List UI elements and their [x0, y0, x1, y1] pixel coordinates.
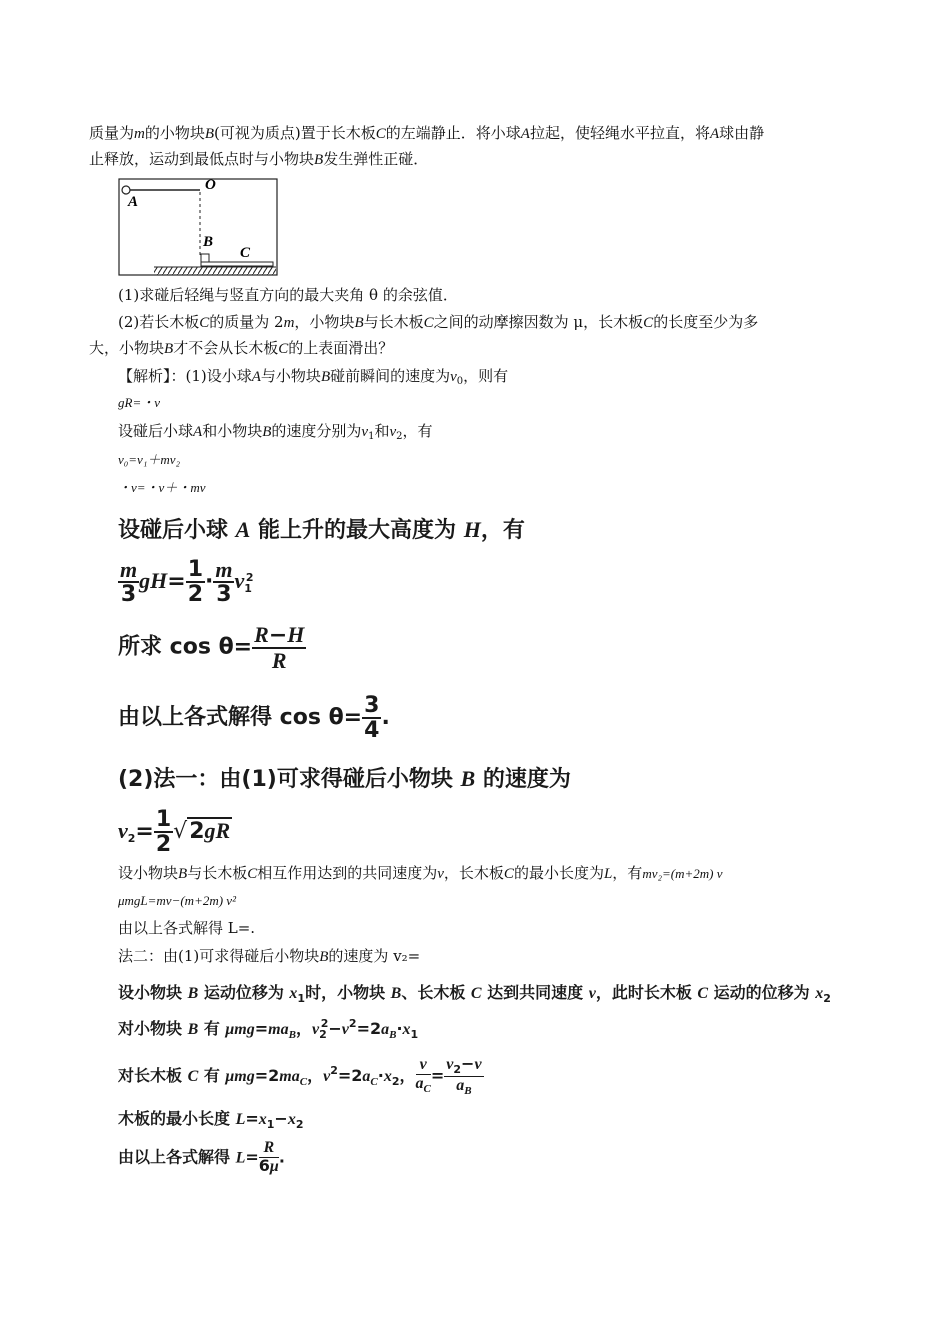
- var-C: C: [375, 126, 386, 142]
- solution-line-1: 【解析】：(1)设小球A与小物块B碰前瞬间的速度为$v_0$，则有: [118, 367, 509, 387]
- text: 的长度至少为多: [653, 313, 759, 331]
- var-B: B: [354, 315, 364, 331]
- label-A: A: [128, 194, 139, 210]
- text: (1)求碰后轻绳与竖直方向的最大夹角 θ 的余弦值．: [118, 286, 458, 304]
- text: 有: [198, 1019, 226, 1038]
- text: 和小物块: [202, 422, 263, 440]
- fraction-v2-minus-v-over-aB: $\frac{v_2-v}{a_B}$: [446, 1054, 482, 1097]
- text: 设小物块: [118, 864, 179, 882]
- question-2-line-2: [89, 338, 393, 359]
- text: ，有: [480, 518, 525, 543]
- var-C: C: [278, 341, 289, 357]
- text: 和: [374, 422, 390, 440]
- fraction-R-minus-H-over-R: $\frac{R-H}{R}$: [254, 622, 305, 674]
- equation-friction: [118, 891, 236, 911]
- big-equation-result: 由以上各式解得 cos θ= $\frac{3}{4}$ .: [118, 693, 390, 744]
- equation-text: v₀=v₁＋mv₂: [118, 452, 181, 467]
- fraction-R-over-6mu: $\frac{R}{6\mu}$: [258, 1139, 279, 1175]
- label-C: C: [240, 245, 251, 261]
- text: 碰前瞬间的速度为: [330, 367, 451, 385]
- text: 的速度为 v₂=: [328, 947, 421, 965]
- solution-line-method-two: 法二：由(1)可求得碰后小物块B的速度为 v₂=: [118, 947, 421, 965]
- board-C: [201, 262, 273, 266]
- text: 对小物块: [118, 1019, 188, 1038]
- text: 质量为: [89, 124, 135, 142]
- fraction-three-quarters: $\frac{3}{4}$: [364, 693, 380, 744]
- var-v0: v: [450, 369, 457, 385]
- text: 对长木板: [118, 1066, 188, 1086]
- text: 所求 cos θ=: [118, 634, 253, 660]
- var-B: B: [460, 766, 476, 791]
- text: 木板的最小长度: [118, 1109, 236, 1128]
- text: 由以上各式解得 cos θ=: [118, 705, 363, 731]
- text: 之间的动摩擦因数为 μ，长木板: [433, 313, 644, 331]
- big-line-height: [118, 513, 525, 544]
- text: 止释放，运动到最低点时与小物块: [89, 150, 315, 168]
- ground-hatch: [154, 267, 276, 275]
- med-line-block-B: 对小物块 B 有 $\mu mg=ma_B$，$v_2^2-v^2=2a_B\cdot x_1$: [118, 1017, 419, 1041]
- text: 的上表面滑出？: [288, 339, 394, 357]
- med-line-final-result: 由以上各式解得 L= $\frac{R}{6\mu}$ .: [118, 1139, 285, 1175]
- label-O: O: [205, 178, 216, 193]
- equation-gR: [118, 393, 160, 413]
- med-line-board-C: 对长木板 C 有 $\mu mg=2ma_C$，$v^2=2a_C\cdot x_2$， $\frac{v}{a_C}$ = $\frac{v_2-v}{a_B}$: [118, 1054, 482, 1097]
- var-B: B: [320, 369, 331, 385]
- question-1: [118, 285, 458, 305]
- text: ，此时长木板: [595, 983, 698, 1002]
- med-line-displacement: 设小物块 B 运动位移为 $x_1$时，小物块 B、长木板 C 达到共同速度 v，此时长木板 C 运动的位移为 $x_2$: [118, 983, 831, 1005]
- fraction-v-over-aC: $\frac{v}{a_C}$: [415, 1056, 431, 1096]
- problem-line-1: [89, 123, 764, 144]
- var-m: m: [134, 126, 145, 142]
- physics-diagram: [118, 178, 278, 278]
- text: 达到共同速度: [481, 983, 589, 1002]
- text: 法二：由(1)可求得碰后小物块: [118, 947, 320, 965]
- text: 与长木板: [363, 313, 424, 331]
- equation-momentum: [118, 450, 180, 470]
- fraction-m-over-3: $\frac{m}{3}$: [215, 557, 233, 608]
- text: 与小物块: [260, 367, 321, 385]
- text: 拉起，使轻绳水平拉直，将: [529, 124, 710, 142]
- text: 的质量为 2: [209, 313, 284, 331]
- text: 的速度分别为: [271, 422, 362, 440]
- var-B: B: [262, 424, 272, 440]
- text: 由以上各式解得 L=.: [118, 919, 256, 937]
- big-equation-v2: v2= $\frac{1}{2}$ √2gR: [118, 807, 231, 858]
- text: (可视为质点)置于长木板: [214, 124, 376, 142]
- var-C: C: [423, 315, 434, 331]
- text: 球由静: [719, 124, 765, 142]
- text: (2)法一：由(1)可求得碰后小物块: [118, 767, 461, 792]
- text: 【解析】：(1)设小球: [118, 367, 252, 385]
- text: 由以上各式解得: [118, 1147, 236, 1167]
- var-A: A: [251, 369, 261, 385]
- equation-text: μmgL=mv−(m+2m) v²: [118, 893, 236, 908]
- equation-text: gR=・v: [118, 395, 160, 410]
- text: ，长木板: [443, 864, 504, 882]
- text: 设碰后小球: [118, 518, 236, 543]
- text: 的速度为: [475, 767, 571, 792]
- solution-line-common-velocity: 设小物块B与长木板C相互作用达到的共同速度为v，长木板C的最小长度为L，有mv₂=(m+2m) v: [118, 864, 723, 882]
- var-C: C: [643, 315, 654, 331]
- var-A: A: [520, 126, 530, 142]
- text: 时，小物块: [305, 983, 391, 1002]
- fraction-half: $\frac{1}{2}$: [155, 807, 172, 858]
- text: 的小物块: [144, 124, 205, 142]
- text: 发生弹性正碰．: [323, 150, 429, 168]
- equation-text: mv₂=(m+2m) v: [642, 866, 723, 881]
- text: 能上升的最大高度为: [250, 518, 464, 543]
- text: (2)若长木板: [118, 313, 200, 331]
- block-B: [201, 254, 209, 262]
- text: 设碰后小球: [118, 422, 194, 440]
- problem-line-2: [89, 149, 428, 170]
- equation-energy: [118, 478, 205, 498]
- big-line-method-one: [118, 762, 571, 793]
- text: 才不会从长木板: [173, 339, 279, 357]
- text: 有: [198, 1066, 226, 1086]
- text: 运动的位移为: [708, 983, 816, 1002]
- var-A: A: [709, 126, 720, 142]
- text: 运动位移为: [198, 983, 290, 1002]
- fraction-m-over-3: $\frac{m}{3}$: [120, 557, 138, 608]
- solution-line-L: [118, 918, 255, 938]
- text: ，小物块: [294, 313, 355, 331]
- big-equation-cos: [118, 623, 306, 672]
- text: 大，小物块: [89, 339, 165, 357]
- text: 、长木板: [401, 983, 471, 1002]
- text: 相互作用达到的共同速度为: [257, 864, 438, 882]
- diagram-frame: [119, 179, 277, 275]
- equation-text: ・v=・v＋・mv: [118, 480, 206, 495]
- var-m: m: [283, 315, 295, 331]
- var-A: A: [235, 517, 251, 542]
- var-v2: v: [389, 424, 397, 440]
- text: ，则有: [463, 367, 509, 385]
- var-B: B: [204, 126, 215, 142]
- var-A: A: [193, 424, 203, 440]
- text: 与长木板: [187, 864, 248, 882]
- text: 的左端静止．将小球: [385, 124, 521, 142]
- big-equation-energy: $\frac{m}{3}$ gH= $\frac{1}{2}$ · $\frac{m}{3}$ $v1^2$: [120, 557, 254, 608]
- text: ，有: [612, 864, 643, 882]
- fraction-half: $\frac{1}{2}$: [187, 557, 203, 608]
- var-C: C: [199, 315, 210, 331]
- solution-line-3: 设碰后小球A和小物块B的速度分别为$v_1$和$v_2$，有: [118, 422, 433, 442]
- var-B: B: [314, 152, 324, 168]
- question-2-line-1: [118, 312, 758, 333]
- text: 设小物块: [118, 983, 188, 1002]
- ball-A: [122, 186, 130, 194]
- var-H: H: [463, 517, 481, 542]
- label-B: B: [203, 234, 214, 250]
- var-v1: v: [361, 424, 369, 440]
- var-B: B: [164, 341, 174, 357]
- text: ，有: [402, 422, 433, 440]
- med-line-min-length: 木板的最小长度 $L=x_1-x_2$: [118, 1109, 304, 1131]
- text: 的最小长度为: [513, 864, 604, 882]
